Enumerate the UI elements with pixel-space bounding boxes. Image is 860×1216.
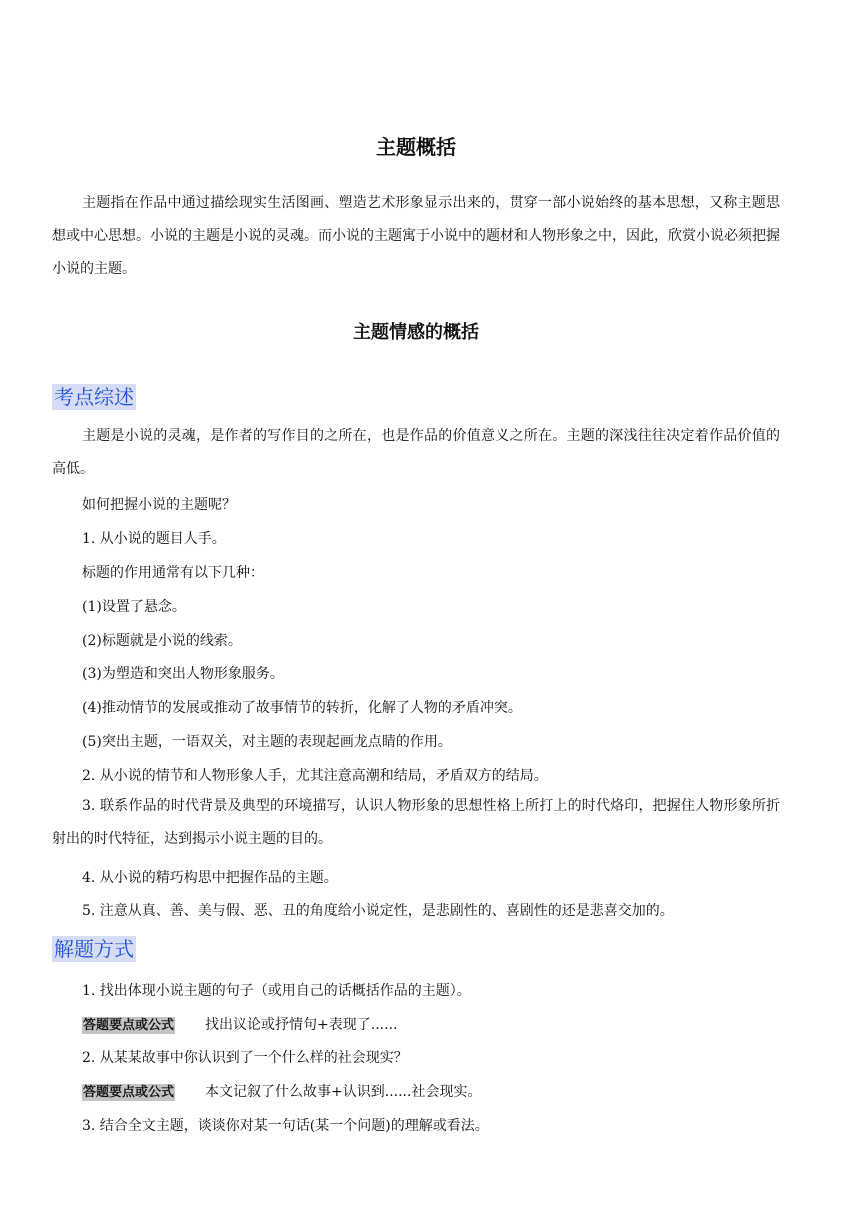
answer-formula: 本文记叙了什么故事+认识到......社会现实。 [205,1084,482,1100]
subtitle: 主题情感的概括 [353,322,479,343]
list-item: 3. 联系作品的时代背景及典型的环境描写，认识人物形象的思想性格上所打上的时代烙印，把握住人物形象所折射出的时代特征，达到揭示小说主题的目的。 [52,798,780,847]
section-heading-methods: 解题方式 [54,937,134,961]
list-item: 3. 结合全文主题，谈谈你对某一句话(某一个问题)的理解或看法。 [82,1118,489,1134]
list-item: 1. 从小说的题目人手。 [82,531,226,547]
list-item: (2)标题就是小说的线索。 [82,633,242,649]
list-item: (1)设置了悬念。 [82,599,186,615]
list-item: (3)为塑造和突出人物形象服务。 [82,666,284,682]
section-heading-overview: 考点综述 [54,385,134,409]
answer-row [82,1015,397,1036]
list-item: 1. 找出体现小说主题的句子（或用自己的话概括作品的主题）。 [82,983,471,999]
page-title: 主题概括 [376,135,456,159]
answer-formula: 找出议论或抒情句+表现了...... [205,1017,398,1033]
answer-row [82,1082,481,1103]
overview-paragraph: 主题是小说的灵魂，是作者的写作目的之所在，也是作品的价值意义之所在。主题的深浅往往决定着作品价值的高低。 [52,428,780,477]
list-item: (5)突出主题，一语双关，对主题的表现起画龙点睛的作用。 [82,734,452,750]
list-item: 2. 从某某故事中你认识到了一个什么样的社会现实？ [82,1050,408,1066]
intro-paragraph: 主题指在作品中通过描绘现实生活图画、塑造艺术形象显示出来的，贯穿一部小说始终的基本思想，又称主题思想或中心思想。小说的主题是小说的灵魂。而小说的主题寓于小说中的题材和人物形象之中，因此，欣赏小说必须把握小说的主题。 [52,195,780,277]
answer-badge: 答题要点或公式 [83,1085,175,1100]
list-item: 5. 注意从真、善、美与假、恶、丑的角度给小说定性，是悲剧性的、喜剧性的还是悲喜交加的。 [82,903,674,919]
question-line: 如何把握小说的主题呢？ [82,497,236,513]
answer-badge: 答题要点或公式 [83,1018,175,1033]
list-item: 2. 从小说的情节和人物形象人手，尤其注意高潮和结局，矛盾双方的结局。 [82,768,548,784]
list-item: 标题的作用通常有以下几种： [82,565,264,581]
list-item: (4)推动情节的发展或推动了故事情节的转折，化解了人物的矛盾冲突。 [82,700,522,716]
list-item: 4. 从小说的精巧构思中把握作品的主题。 [82,870,338,886]
